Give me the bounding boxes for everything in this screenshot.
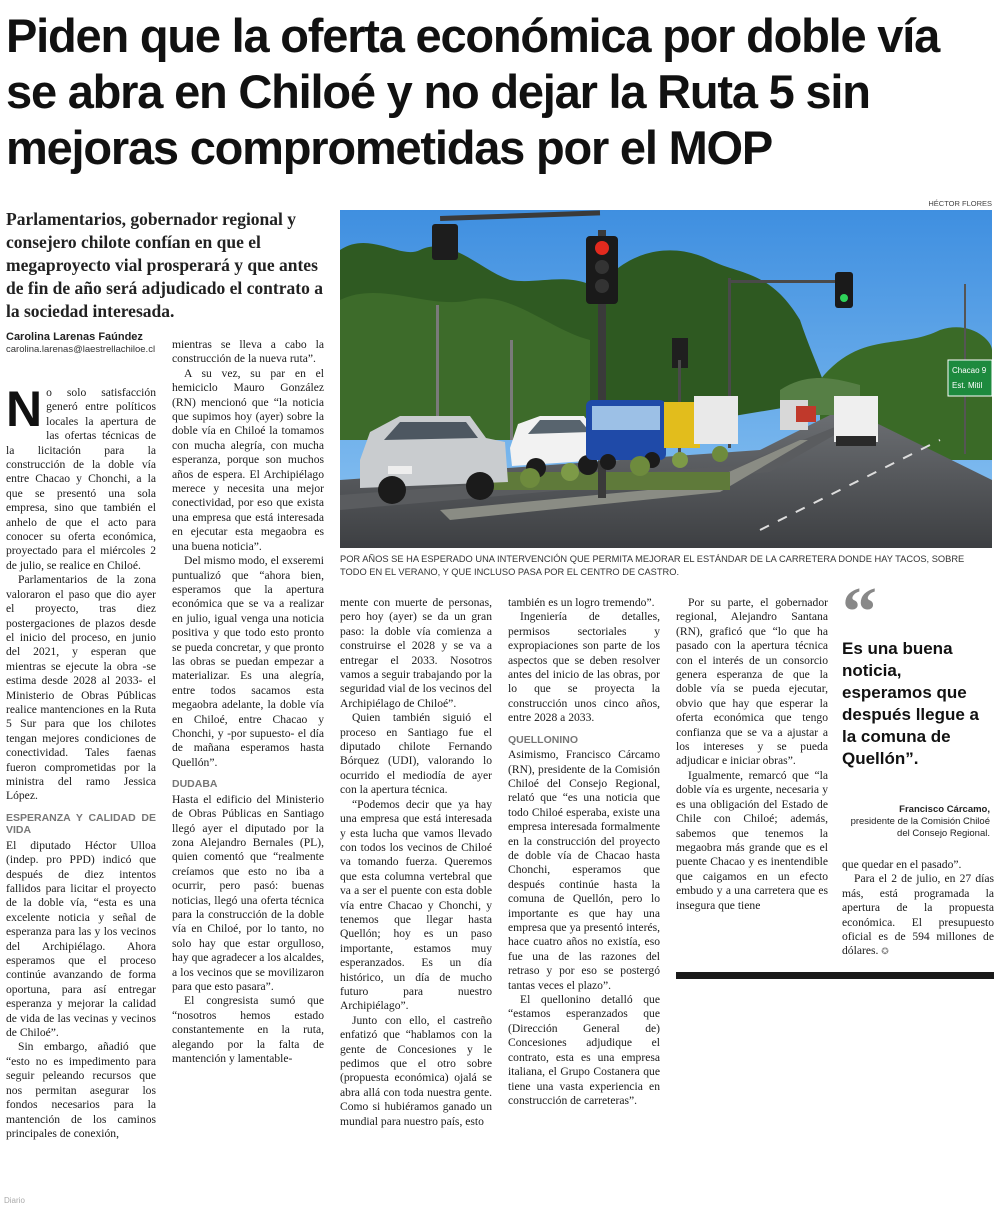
paragraph: Ingeniería de detalles, permisos sectoriales y expropiaciones son parte de los aspectos que se deben resolver antes del inicio de las obras, por lo que se proyecta la construcción unos cinco años, entre 2028 a 2033. xyxy=(508,610,660,725)
sign-text-2: Est. Mitil xyxy=(952,381,983,390)
paragraph: Quien también siguió el proceso en Santiago fue el diputado chilote Fernando Bórquez (UDI), valorando lo ocurrido el mediodía de ayer con la apertura técnica. xyxy=(340,711,492,797)
byline-author: Carolina Larenas Faúndez xyxy=(6,331,143,343)
paragraph: Sin embargo, añadió que “esto no es impedimento para seguir peleando recursos que nos permitan asegurar los fondos necesarios para la mantención de los caminos principales de conexión, xyxy=(6,1040,156,1140)
paragraph: Para el 2 de julio, en 27 días más, está programada la apertura de la propuesta económica. El presupuesto oficial es de 594 millones de dólares. ✪ xyxy=(842,872,994,958)
byline-email: carolina.larenas@laestrellachiloe.cl xyxy=(6,344,156,355)
end-mark-icon: ✪ xyxy=(881,946,889,957)
quote-mark-icon: “ xyxy=(842,574,877,651)
pull-quote-role: presidente de la Comisión Chiloé del Consejo Regional. xyxy=(850,816,990,839)
paragraph: que quedar en el pasado”. xyxy=(842,858,962,871)
paragraph: mientras se lleva a cabo la construcción de la nueva ruta”. xyxy=(172,338,324,366)
section-heading: ESPERANZA Y CALIDAD DE VIDA xyxy=(6,811,156,837)
photo-credit: HÉCTOR FLORES xyxy=(928,199,992,208)
column-3 xyxy=(340,596,492,1129)
paragraph: “Podemos decir que ya hay una empresa que está interesada y esta lucha que vamos llevado con todos los vecinos de Chiloé va tomando fuerza. Queremos que esta columna vertebral que va a ser el puente con esta doble vía entre Chacao y Chonchi, y tenemos que llegar hasta Quellón; hoy es un paso importante, estamos muy esperanzados. Es un día histórico, un día de mucho futuro para nuestro Archipiélago”. xyxy=(340,797,492,1013)
pull-quote-name: Francisco Cárcamo, xyxy=(899,804,990,815)
pull-quote xyxy=(842,574,994,840)
paragraph: A su vez, su par en el hemiciclo Mauro González (RN) mencionó que “la noticia que supimos hoy (ayer) sobre la doble vía en Chiloé la tomamos con mucha alegría, con mucha esperanza, porque son muchos años de espera. El Archipiélago merece y necesita una mejor conectividad, por eso que exista una empresa que está interesada en ejecutar esta megaobra es una buena noticia”. xyxy=(172,366,324,553)
blue-bus xyxy=(586,400,666,470)
dek: Parlamentarios, gobernador regional y consejero chilote confían en que el megaproyecto vial prosperará y que antes de fin de año será adjudicado el contrato a la sociedad interesada. xyxy=(6,209,323,321)
column-1 xyxy=(6,381,156,1141)
column-6 xyxy=(842,858,994,959)
end-rule xyxy=(676,972,994,979)
sign-text: Chacao 9 xyxy=(952,366,987,375)
pull-quote-text: Es una buena noticia, esperamos que después llegue a la comuna de Quellón”. xyxy=(842,639,979,768)
main-photo xyxy=(340,210,992,548)
section-heading: DUDABA xyxy=(172,778,218,791)
paragraph: Junto con ello, el castreño enfatizó que “hablamos con la gente de Concesiones y le pedimos que el otro sobre (propuesta económica) ojalá se abra allá con toda nuestra gente. Como si hubiéramos ganado un mundial para nuestro país, esto xyxy=(340,1013,492,1128)
paragraph: mente con muerte de personas, pero hoy (ayer) se da un gran paso: la doble vía comienza a construirse el 2028 y se va a entregar el 2033. Nosotros vamos a seguir trabajando por la seguridad vial de los vecinos del Archipiélago de Chiloé”. xyxy=(340,596,492,710)
paragraph: Asimismo, Francisco Cárcamo (RN), presidente de la Comisión Chiloé del Consejo Regional, relató que “es una noticia que todo Chiloé esperaba, existe una empresa interesada formalmente en la construcción del proyecto de doble vía de Chacao hasta Chonchi, esperamos que después continúe hasta la comuna de Quellón, pero lo importante es que hay una empresa que ya presentó interés, hace cuatro años no existía, eso fue una de las razones del retraso y por eso se postergó tantas veces el plazo”. xyxy=(508,748,660,992)
dropcap: N xyxy=(6,381,43,437)
photo-caption: POR AÑOS SE HA ESPERADO UNA INTERVENCIÓN QUE PERMITA MEJORAR EL ESTÁNDAR DE LA CARRETERA DONDE HAY TACOS, SOBRE TODO EN EL VERANO, Y QUE INCLUSO PASA POR EL CENTRO DE CASTRO. xyxy=(340,554,965,577)
paragraph: El quellonino detalló que “estamos esperanzados que (Dirección General de) Concesiones adjudique el contrato, esta es una empresa italiana, el Grupo Costanera que tiene una vasta experiencia en construcción de carreteras”. xyxy=(508,993,660,1107)
section-heading: QUELLONINO xyxy=(508,733,578,746)
column-4 xyxy=(508,596,660,1108)
page-corner-mark: Diario xyxy=(4,1196,25,1205)
paragraph: El congresista sumó que “nosotros hemos estado constantemente en la ruta, alegando por la falta de mantención y lamentable- xyxy=(172,994,324,1065)
paragraph: Igualmente, remarcó que “la doble vía es urgente, necesaria y es una obligación del Estado de Chile con Chiloé; además, sabemos que tenemos la megaobra más grande que es el puente Chacao y es inentendible que caigamos en un efecto embudo y a una carretera que es insegura que tiene xyxy=(676,768,828,912)
column-2 xyxy=(172,338,324,1066)
paragraph: también es un logro tremendo”. xyxy=(508,596,655,609)
paragraph: No solo satisfacción generó entre políticos locales la apertura de las ofertas técnicas de la licitación para la construcción de la doble vía entre Chacao y Chonchi, a la que se presentó una sola empresa, sino que también el anhelo de que el acto para conocer su oferta económica, proyectado para el miércoles 2 de julio, se realice en Chiloé. xyxy=(6,381,156,572)
white-truck xyxy=(834,396,878,446)
paragraph: El diputado Héctor Ulloa (indep. pro PPD) indicó que después de diez intentos fallidos para licitar el proyecto de la doble vía, “esta es una excelente noticia y señal de esperanza para las y los vecinos del Archipiélago. Ahora esperamos que el proceso continúe avanzando de forma oportuna, para así entregar esperanza y mejorar la calidad de vida de las vecinas y vecinos de Chiloé”. xyxy=(6,838,156,1040)
paragraph: Del mismo modo, el exseremi puntualizó que “ahora bien, esperamos que la apertura económica que se va a realizar en julio, igual venga una noticia positiva y que todo esto pronto se pueda concretar, y que pronto las obras se puedan empezar a materializar. Es una alegría, entre todos sacamos esta megaobra adelante, la doble vía en Chiloé, entre Chacao y Chonchi, y -por supuesto- el día de mañana esperamos hasta Quellón”. xyxy=(172,554,324,769)
paragraph: Hasta el edificio del Ministerio de Obras Públicas en Santiago llegó ayer el diputado por la zona Alejandro Bernales (PL), quien comentó que “realmente creíamos que esto no iba a ocurrir, pero pasó: buenas noticias, llegó una oferta técnica para la construcción de la doble vía en Chiloé, por lo tanto, no solo hay que estar orgulloso, hay que agradecer a los alcaldes, a los vecinos que se movilizaron para que esto pasara”. xyxy=(172,792,324,993)
pull-quote-attribution xyxy=(842,804,994,840)
headline: Piden que la oferta económica por doble vía se abra en Chiloé y no dejar la Ruta 5 sin mejoras comprometidas por el MOP xyxy=(6,9,940,174)
column-5 xyxy=(676,596,828,913)
byline xyxy=(6,331,155,356)
paragraph: Parlamentarios de la zona valoraron el paso que dio ayer el proyecto, tras diez postergaciones de plazos desde el inicio del proceso, en junio del 2021, y esperan que mientras se ejecute la obra -se estima desde 2028 al 2033- el Ministerio de Obras Públicas realice mantenciones en la Ruta 5 Sur para que los chilotes tengan mejores condiciones de conectividad. Tales faenas fueron comprometidas por la ministra del ramo Jessica López. xyxy=(6,573,156,803)
paragraph: Por su parte, el gobernador regional, Alejandro Santana (RN), graficó que “lo que ha pasado con la apertura técnica con el interés de un consorcio genera esperanza de que la doble vía se pueda ejecutar, obvio que hay que esperar la oferta económica que tengo confianza que se va a ajustar a los intereses y se pueda adjudicar e iniciar obras”. xyxy=(676,596,828,768)
